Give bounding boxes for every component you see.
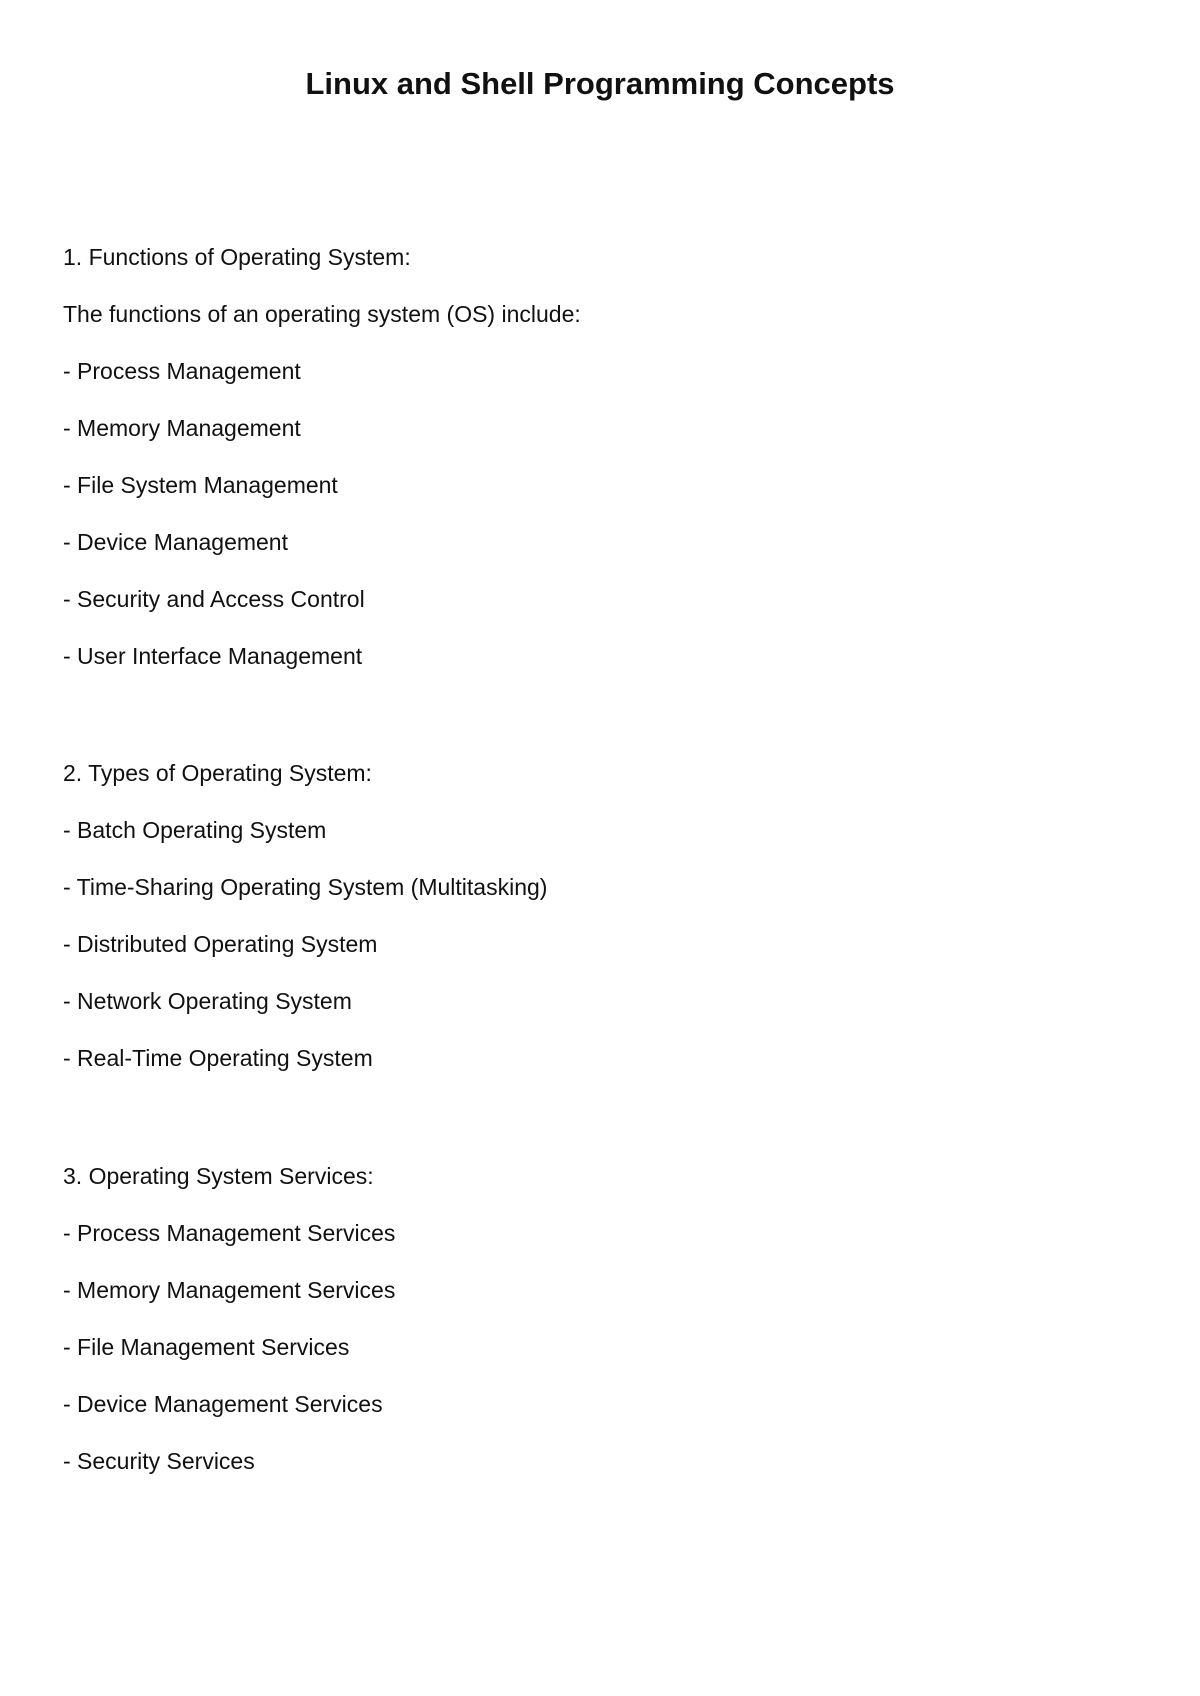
- section-heading: 3. Operating System Services:: [63, 1163, 374, 1189]
- list-item: - Batch Operating System: [63, 817, 327, 843]
- list-item: - Security Services: [63, 1448, 255, 1474]
- list-item: - File Management Services: [63, 1334, 350, 1360]
- list-item: - Security and Access Control: [63, 586, 365, 612]
- section-os-services: [63, 1162, 1143, 1504]
- list-item: - Distributed Operating System: [63, 931, 378, 957]
- list-item: - Process Management: [63, 358, 301, 384]
- list-item: - Device Management: [63, 529, 288, 555]
- list-item: - Memory Management Services: [63, 1277, 396, 1303]
- list-item: - Time-Sharing Operating System (Multitasking): [63, 874, 548, 900]
- document-title: Linux and Shell Programming Concepts: [305, 66, 895, 101]
- list-item: - File System Management: [63, 472, 338, 498]
- list-item: - Device Management Services: [63, 1391, 383, 1417]
- list-item: - Memory Management: [63, 415, 301, 441]
- section-os-types: [63, 759, 1143, 1101]
- list-item: - User Interface Management: [63, 643, 363, 669]
- list-item: - Process Management Services: [63, 1220, 396, 1246]
- section-heading: 2. Types of Operating System:: [63, 760, 372, 786]
- list-item: - Network Operating System: [63, 988, 352, 1014]
- section-intro: The functions of an operating system (OS) include:: [63, 301, 581, 327]
- section-os-functions: [63, 243, 1143, 699]
- section-heading: 1. Functions of Operating System:: [63, 244, 411, 270]
- list-item: - Real-Time Operating System: [63, 1045, 373, 1071]
